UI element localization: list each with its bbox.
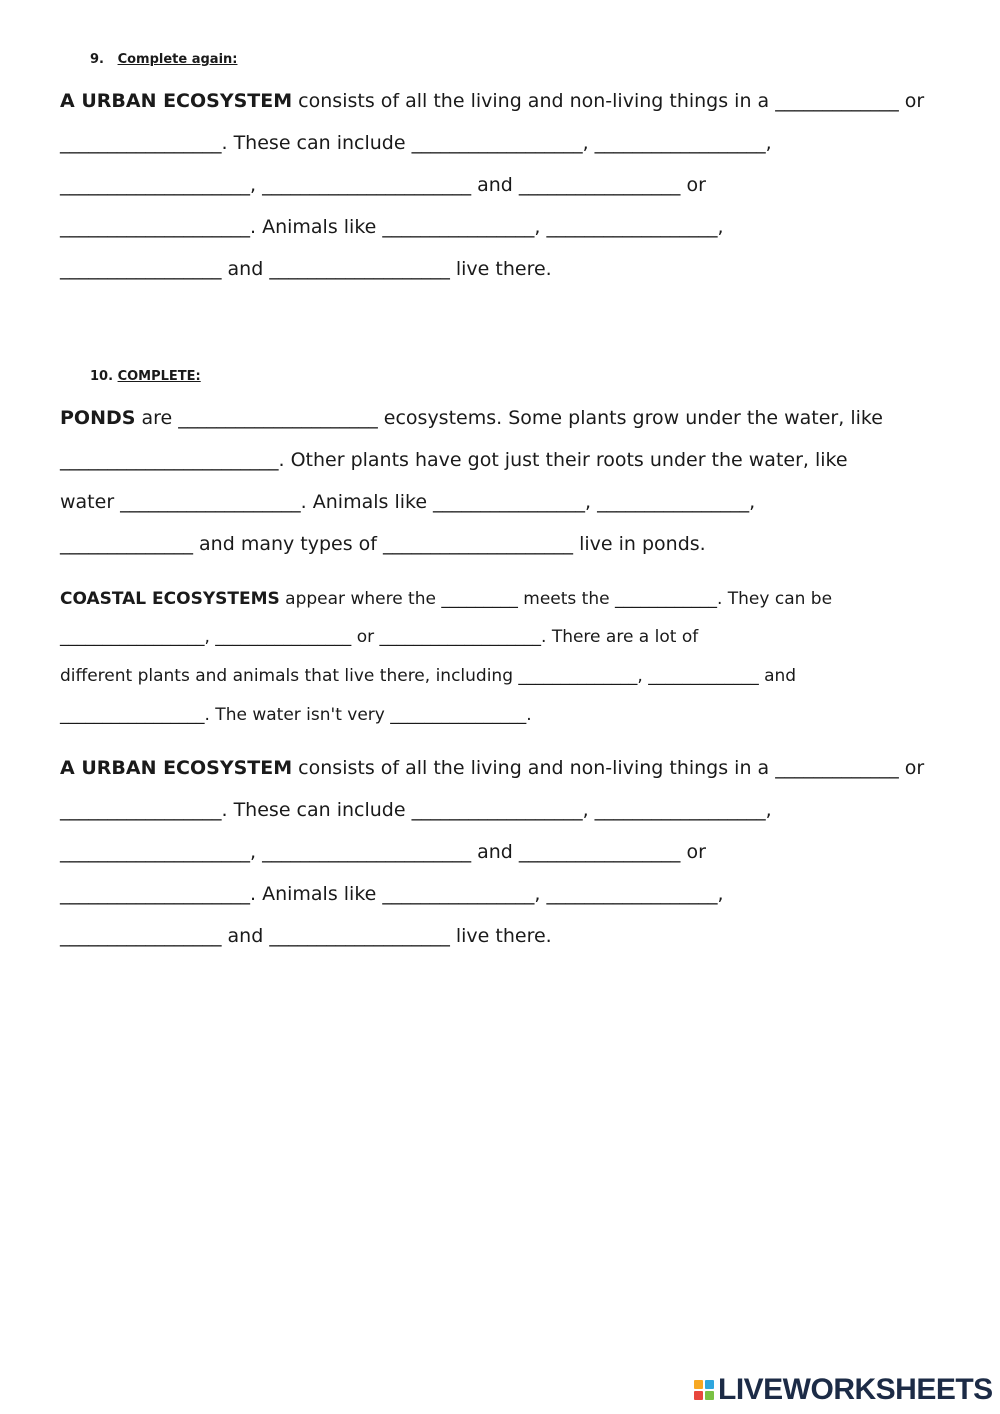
section-10-heading bbox=[90, 369, 201, 385]
paragraph-line: A URBAN ECOSYSTEM consists of all the living and non-living things in a _____________ or bbox=[60, 90, 925, 112]
paragraph-line: ____________________, ______________________ and _________________ or bbox=[60, 174, 706, 196]
paragraph-line: _________________ and ___________________ live there. bbox=[60, 258, 552, 280]
coastal-line: COASTAL ECOSYSTEMS appear where the _________ meets the ____________. They can be bbox=[60, 589, 833, 609]
paragraph-line: _________________. These can include __________________, __________________, bbox=[60, 132, 772, 154]
urban-line: A URBAN ECOSYSTEM consists of all the living and non-living things in a _____________ or bbox=[60, 757, 925, 779]
urban-line: _________________ and ___________________ live there. bbox=[60, 925, 552, 947]
coastal-line: _________________, ________________ or ___________________. There are a lot of bbox=[60, 627, 699, 647]
ponds-line: _______________________. Other plants have got just their roots under the water, like bbox=[60, 449, 848, 471]
ponds-line: water ___________________. Animals like ________________, ________________, bbox=[60, 491, 756, 513]
coastal-line: different plants and animals that live there, including ______________, _____________ and bbox=[60, 666, 797, 686]
paragraph-line: ____________________. Animals like ________________, __________________, bbox=[60, 216, 724, 238]
ponds-line: ______________ and many types of ____________________ live in ponds. bbox=[60, 533, 706, 555]
ponds-line: PONDS are _____________________ ecosystems. Some plants grow under the water, like bbox=[60, 407, 883, 429]
logo-tiles-icon bbox=[694, 1380, 714, 1400]
urban-line: ____________________. Animals like ________________, __________________, bbox=[60, 883, 724, 905]
section-title: Complete again: bbox=[117, 52, 238, 67]
section-9-heading bbox=[90, 52, 237, 68]
urban-line: _________________. These can include __________________, __________________, bbox=[60, 799, 772, 821]
liveworksheets-logo bbox=[694, 1373, 993, 1406]
logo-text: LIVEWORKSHEETS bbox=[718, 1373, 993, 1406]
section-title: COMPLETE: bbox=[117, 369, 201, 384]
section-number: 9. bbox=[90, 52, 104, 67]
coastal-line: _________________. The water isn't very ________________. bbox=[60, 705, 532, 725]
urban-line: ____________________, ______________________ and _________________ or bbox=[60, 841, 706, 863]
section-number: 10. bbox=[90, 369, 114, 384]
